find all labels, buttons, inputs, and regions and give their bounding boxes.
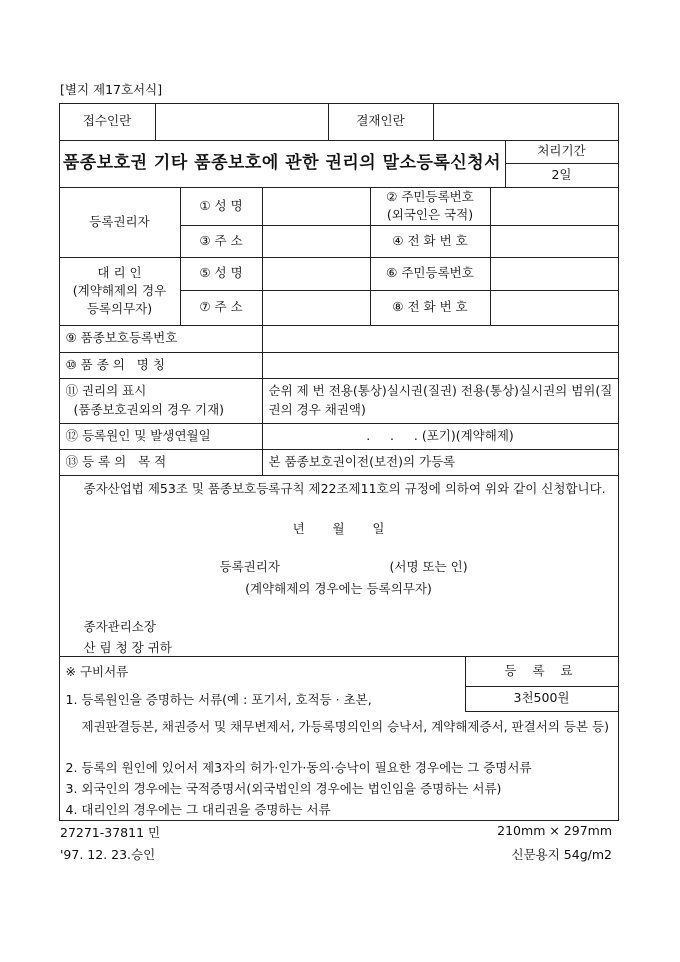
reg-no-field[interactable]: [262, 325, 619, 353]
documents-heading: ※ 구비서류: [65, 663, 129, 679]
approval-stamp-field[interactable]: [433, 103, 619, 141]
registrant-phone-label: ④ 전 화 번 호: [370, 225, 491, 258]
form-title: 품종보호권 기타 품종보호에 관한 권리의 말소등록신청서: [59, 140, 506, 188]
statement-section: [59, 475, 619, 657]
agent-address-field[interactable]: [262, 290, 371, 326]
cause-label: ⑫ 등록원인 및 발생연월일: [59, 423, 263, 450]
agent-phone-field[interactable]: [490, 290, 619, 326]
approval-date: '97. 12. 23.승인: [60, 847, 156, 862]
addressee-line2: 산 림 청 장 귀하: [83, 639, 172, 655]
approval-stamp-label: 결재인란: [328, 103, 434, 141]
fee-value: 3천500원: [465, 686, 619, 712]
rights-label: [59, 378, 263, 424]
purpose-label: ⑬ 등 록 의 목 적: [59, 449, 263, 476]
registrant-name-field[interactable]: [262, 187, 371, 226]
date-line: 년 월 일: [292, 520, 385, 536]
agent-label-line1: 대 리 인: [97, 264, 142, 280]
document-item-1b: 제권판결등본, 채권증서 및 채무변제서, 가등록명의인의 승낙서, 계약해제증서, 판결서의 등본 등): [81, 718, 609, 734]
registrant-address-field[interactable]: [262, 225, 371, 258]
receipt-stamp-field[interactable]: [155, 103, 329, 141]
agent-label-line2: (계약해제의 경우: [72, 282, 167, 298]
addressee-line1: 종자관리소장: [83, 618, 156, 634]
agent-address-label: ⑦ 주 소: [180, 290, 263, 326]
registrant-id-label: [370, 187, 491, 226]
processing-period-value: 2일: [505, 163, 619, 188]
registrant-id-field[interactable]: [490, 187, 619, 226]
document-item-4: 4. 대리인의 경우에는 그 대리권을 증명하는 서류: [65, 801, 331, 817]
agent-label: [59, 257, 181, 326]
form-code: 27271-37811 민: [60, 825, 161, 840]
agent-id-label: ⑥ 주민등록번호: [370, 257, 491, 291]
paper-size: 210mm × 297mm: [497, 823, 612, 838]
registrant-address-label: ③ 주 소: [180, 225, 263, 258]
signer-label: 등록권리자: [219, 558, 280, 574]
cause-value[interactable]: . . . (포기)(계약해제): [262, 423, 619, 450]
agent-name-label: ⑤ 성 명: [180, 257, 263, 291]
variety-name-label: ⑩ 품 종 의 명 칭: [59, 352, 263, 379]
purpose-value[interactable]: 본 품종보호권이전(보전)의 가등록: [262, 449, 619, 476]
registrant-phone-field[interactable]: [490, 225, 619, 258]
sign-hint[interactable]: (서명 또는 인): [389, 558, 468, 574]
statement-text: 종자산업법 제53조 및 품종보호등록규칙 제22조제11호의 규정에 의하여 위와 같이 신청합니다.: [83, 480, 606, 496]
signer-note: (계약해제의 경우에는 등록의무자): [245, 580, 432, 596]
fee-label: 등 록 료: [465, 656, 619, 687]
agent-id-field[interactable]: [490, 257, 619, 291]
form-label: [별지 제17호서식]: [60, 82, 163, 97]
registrant-label: 등록권리자: [59, 187, 181, 258]
document-item-2: 2. 등록의 원인에 있어서 제3자의 허가·인가·동의·승낙이 필요한 경우에는 그 증명서류: [65, 759, 532, 775]
document-item-1a: 1. 등록원인을 증명하는 서류(예 : 포기서, 호적등 · 초본,: [65, 691, 372, 707]
registrant-id-line1: ② 주민등록번호: [386, 188, 474, 204]
processing-period-label: 처리기간: [505, 140, 619, 164]
rights-value[interactable]: 순위 제 번 전용(통상)실시권(질권) 전용(통상)실시권의 범위(질권의 경우 채권액): [262, 378, 619, 424]
reg-no-label: ⑨ 품종보호등록번호: [59, 325, 263, 353]
document-item-3: 3. 외국인의 경우에는 국적증명서(외국법인의 경우에는 법인임을 증명하는 서류): [65, 780, 502, 796]
variety-name-field[interactable]: [262, 352, 619, 379]
rights-label-line2: (품종보호권외의 경우 기재): [73, 401, 225, 417]
paper-type: 신문용지 54g/m2: [511, 847, 612, 862]
registrant-id-line2: (외국인은 국적): [386, 207, 474, 222]
agent-phone-label: ⑧ 전 화 번 호: [370, 290, 491, 326]
rights-label-line1: ⑪ 권리의 표시: [65, 383, 147, 399]
agent-label-line3: 등록의무자): [86, 301, 153, 317]
registrant-name-label: ① 성 명: [180, 187, 263, 226]
agent-name-field[interactable]: [262, 257, 371, 291]
receipt-stamp-label: 접수인란: [59, 103, 156, 141]
